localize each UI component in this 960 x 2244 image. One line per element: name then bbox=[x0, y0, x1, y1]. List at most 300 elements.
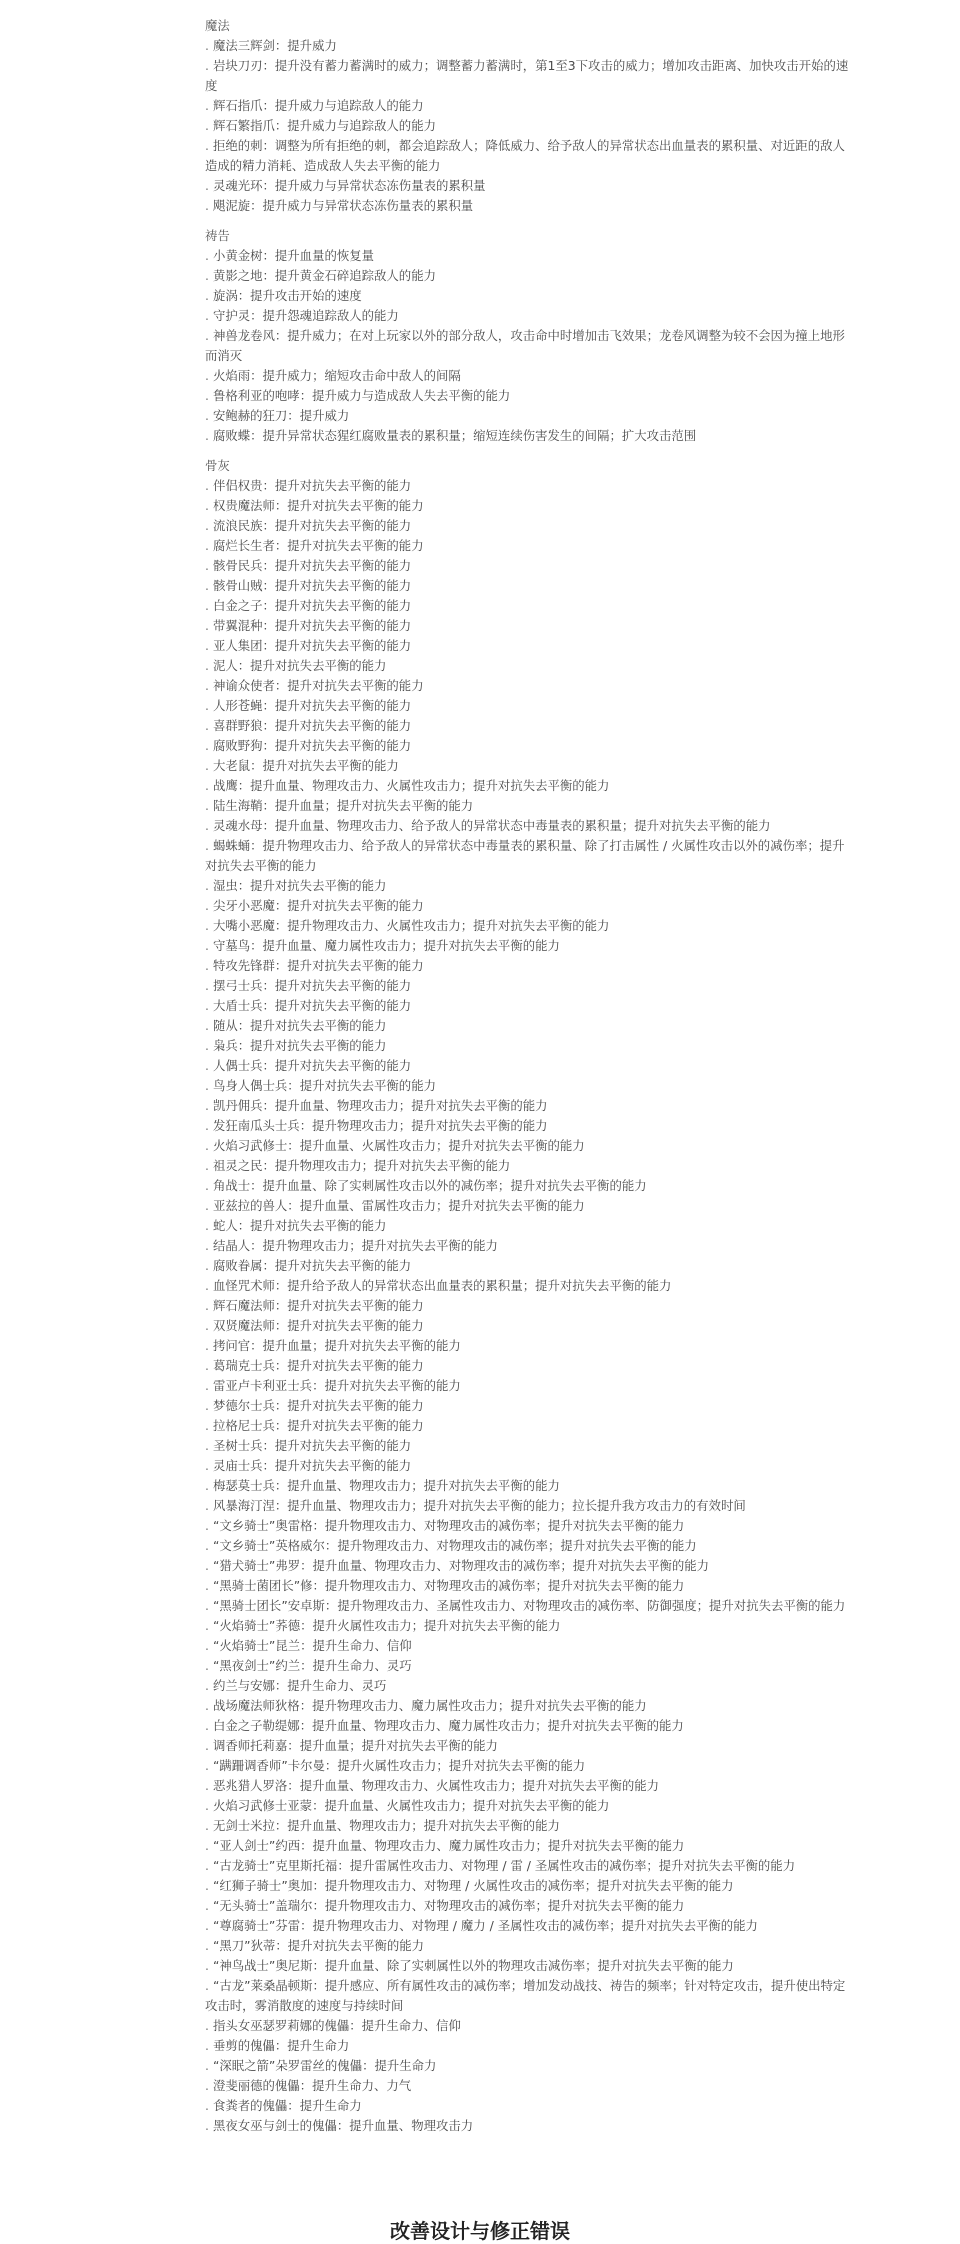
item-description: 提升血量、物理攻击力、给予敌人的异常状态中毒量表的累积量；提升对抗失去平衡的能力 bbox=[274, 818, 771, 833]
item-description: 提升威力与异常状态冻伤量表的累积量 bbox=[262, 198, 474, 213]
item-name: 人形苍蝇 bbox=[212, 698, 263, 713]
item-name: 鸟身人偶士兵 bbox=[212, 1078, 288, 1093]
item-name: 神兽龙卷风 bbox=[212, 328, 275, 343]
list-item bbox=[205, 1736, 855, 1756]
item-name: 神谕众使者 bbox=[212, 678, 275, 693]
item-name: 魔法三辉剑 bbox=[212, 38, 275, 53]
list-item bbox=[205, 1696, 855, 1716]
item-description: 提升物理攻击力、对物理攻击的减伤率；提升对抗失去平衡的能力 bbox=[337, 1538, 697, 1553]
separator: ： bbox=[250, 938, 263, 953]
bullet-icon: . bbox=[205, 1598, 209, 1613]
bullet-icon: . bbox=[205, 1898, 209, 1913]
item-name: 约兰与安娜 bbox=[212, 1678, 275, 1693]
item-name: 白金之子勒缇娜 bbox=[212, 1718, 300, 1733]
separator: ： bbox=[274, 2038, 288, 2053]
list-item bbox=[205, 1396, 855, 1416]
item-description: 提升血量、雷属性攻击力；提升对抗失去平衡的能力 bbox=[299, 1198, 585, 1213]
item-name: 骸骨山贼 bbox=[212, 578, 263, 593]
list-item bbox=[205, 286, 855, 306]
separator: ： bbox=[262, 268, 275, 283]
bullet-icon: . bbox=[205, 1358, 209, 1373]
separator: ： bbox=[262, 598, 275, 613]
item-description: 提升物理攻击力；提升对抗失去平衡的能力 bbox=[312, 1118, 548, 1133]
bullet-icon: . bbox=[205, 618, 209, 633]
list-item bbox=[205, 2036, 855, 2056]
bullet-icon: . bbox=[205, 1098, 209, 1113]
bullet-icon: . bbox=[205, 778, 209, 793]
list-item bbox=[205, 1196, 855, 1216]
separator: ： bbox=[349, 2018, 362, 2033]
item-name: 梅瑟莫士兵 bbox=[212, 1478, 275, 1493]
item-name: 凯丹佣兵 bbox=[212, 1098, 263, 1113]
bullet-icon: . bbox=[205, 1058, 209, 1073]
separator: ： bbox=[287, 2098, 300, 2113]
item-name: “深眠之箭”朵罗雷丝的傀儡 bbox=[212, 2058, 363, 2073]
separator: ： bbox=[237, 1038, 251, 1053]
separator: ： bbox=[274, 678, 288, 693]
item-name: 守护灵 bbox=[212, 308, 251, 323]
item-name: 流浪民族 bbox=[212, 518, 263, 533]
item-description: 提升对抗失去平衡的能力 bbox=[274, 698, 412, 713]
list-item bbox=[205, 36, 855, 56]
item-description: 提升对抗失去平衡的能力 bbox=[287, 1358, 424, 1373]
list-item bbox=[205, 2096, 855, 2116]
list-item bbox=[205, 1516, 855, 1536]
separator: ： bbox=[299, 388, 313, 403]
separator: ： bbox=[262, 798, 275, 813]
list-item bbox=[205, 1256, 855, 1276]
bullet-icon: . bbox=[205, 738, 209, 753]
list-item bbox=[205, 1896, 855, 1916]
separator: ： bbox=[237, 1218, 251, 1233]
list-item bbox=[205, 996, 855, 1016]
item-name: 黄影之地 bbox=[212, 268, 263, 283]
bullet-icon: . bbox=[205, 1578, 209, 1593]
bullet-icon: . bbox=[205, 498, 209, 513]
item-name: 火焰习武修士亚蒙 bbox=[212, 1798, 313, 1813]
list-item bbox=[205, 326, 855, 366]
bullet-icon: . bbox=[205, 1158, 209, 1173]
bullet-icon: . bbox=[205, 518, 209, 533]
separator: ： bbox=[362, 2058, 375, 2073]
item-description: 提升对抗失去平衡的能力 bbox=[250, 1018, 387, 1033]
item-description: 提升对抗失去平衡的能力 bbox=[274, 578, 412, 593]
item-name: “火焰骑士”昆兰 bbox=[212, 1638, 301, 1653]
item-description: 提升异常状态猩红腐败量表的累积量；缩短连续伤害发生的间隔；扩大攻击范围 bbox=[262, 428, 697, 443]
bullet-icon: . bbox=[205, 1538, 209, 1553]
bullet-icon: . bbox=[205, 1878, 209, 1893]
bullet-icon: . bbox=[205, 2058, 209, 2073]
item-name: 圣树士兵 bbox=[212, 1438, 263, 1453]
bullet-icon: . bbox=[205, 1258, 209, 1273]
bullet-icon: . bbox=[205, 1798, 209, 1813]
item-name: 辉石繁指爪 bbox=[212, 118, 275, 133]
item-description: 提升火属性攻击力；提升对抗失去平衡的能力 bbox=[312, 1618, 561, 1633]
list-item bbox=[205, 1976, 855, 2016]
bullet-icon: . bbox=[205, 2018, 209, 2033]
separator: ： bbox=[250, 838, 263, 853]
list-item bbox=[205, 1616, 855, 1636]
list-item bbox=[205, 1416, 855, 1436]
list-item bbox=[205, 476, 855, 496]
bullet-icon: . bbox=[205, 1378, 209, 1393]
bullet-icon: . bbox=[205, 1478, 209, 1493]
separator: ： bbox=[312, 1378, 325, 1393]
list-item bbox=[205, 2016, 855, 2036]
item-name: 白金之子 bbox=[212, 598, 263, 613]
bullet-icon: . bbox=[205, 428, 209, 443]
item-description: 提升对抗失去平衡的能力 bbox=[262, 758, 399, 773]
item-description: 提升生命力、信仰 bbox=[361, 2018, 461, 2033]
item-name: “亚人剑士”约西 bbox=[212, 1838, 301, 1853]
list-item bbox=[205, 1856, 855, 1876]
list-item bbox=[205, 976, 855, 996]
list-item bbox=[205, 1436, 855, 1456]
item-description: 提升对抗失去平衡的能力 bbox=[274, 998, 412, 1013]
list-item bbox=[205, 576, 855, 596]
item-description: 提升黄金石碎追踪敌人的能力 bbox=[274, 268, 436, 283]
list-item bbox=[205, 1356, 855, 1376]
item-name: “猎犬骑士”弗罗 bbox=[212, 1558, 301, 1573]
separator: ： bbox=[287, 1778, 300, 1793]
item-name: 拒绝的刺 bbox=[212, 138, 263, 153]
bullet-icon: . bbox=[205, 578, 209, 593]
separator: ： bbox=[250, 368, 263, 383]
separator: ： bbox=[250, 1238, 263, 1253]
item-name: 恶兆猎人罗洛 bbox=[212, 1778, 288, 1793]
item-description: 提升对抗失去平衡的能力 bbox=[274, 518, 412, 533]
list-item bbox=[205, 426, 855, 446]
list-item bbox=[205, 1376, 855, 1396]
item-name: 火焰雨 bbox=[212, 368, 251, 383]
bullet-icon: . bbox=[205, 718, 209, 733]
item-description: 提升血量、火属性攻击力；提升对抗失去平衡的能力 bbox=[299, 1138, 585, 1153]
separator: ： bbox=[299, 1718, 313, 1733]
item-description: 提升对抗失去平衡的能力 bbox=[274, 1058, 412, 1073]
separator: ： bbox=[250, 308, 263, 323]
list-item bbox=[205, 656, 855, 676]
item-description: 提升血量、物理攻击力；提升对抗失去平衡的能力 bbox=[274, 1098, 548, 1113]
bullet-icon: . bbox=[205, 1018, 209, 1033]
item-name: “黑刀”狄蒂 bbox=[212, 1938, 276, 1953]
item-description: 提升对抗失去平衡的能力 bbox=[250, 1218, 387, 1233]
item-description: 提升对抗失去平衡的能力 bbox=[274, 598, 412, 613]
item-description: 提升对抗失去平衡的能力 bbox=[274, 1258, 412, 1273]
separator: ： bbox=[274, 1298, 288, 1313]
section-0 bbox=[205, 16, 855, 216]
separator: ： bbox=[300, 1618, 313, 1633]
list-item bbox=[205, 2076, 855, 2096]
bullet-icon: . bbox=[205, 408, 209, 423]
bullet-icon: . bbox=[205, 2038, 209, 2053]
list-item bbox=[205, 246, 855, 266]
item-name: 调香师托莉嘉 bbox=[212, 1738, 288, 1753]
item-description: 提升血量、物理攻击力、火属性攻击力；提升对抗失去平衡的能力 bbox=[250, 778, 610, 793]
item-name: “火焰骑士”荞德 bbox=[212, 1618, 301, 1633]
separator: ： bbox=[312, 1958, 325, 1973]
item-description: 提升物理攻击力、圣属性攻击力、对物理攻击的减伤率、防御强度；提升对抗失去平衡的能力 bbox=[337, 1598, 846, 1613]
article-content bbox=[205, 10, 855, 2146]
list-item bbox=[205, 1136, 855, 1156]
bullet-icon: . bbox=[205, 918, 209, 933]
item-name: 灵魂光环 bbox=[212, 178, 263, 193]
item-name: 灵庙士兵 bbox=[212, 1458, 263, 1473]
list-item bbox=[205, 696, 855, 716]
item-name: “黑骑士团长”安卓斯 bbox=[212, 1598, 325, 1613]
item-name: 战鹰 bbox=[212, 778, 238, 793]
bullet-icon: . bbox=[205, 1958, 209, 1973]
separator: ： bbox=[262, 738, 275, 753]
item-description: 提升生命力 bbox=[299, 2098, 362, 2113]
separator: ： bbox=[312, 1518, 325, 1533]
item-description: 提升对抗失去平衡的能力 bbox=[324, 1378, 461, 1393]
list-item bbox=[205, 936, 855, 956]
item-name: 血怪咒术师 bbox=[212, 1278, 275, 1293]
item-description: 提升血量、物理攻击力、火属性攻击力；提升对抗失去平衡的能力 bbox=[299, 1778, 660, 1793]
bullet-icon: . bbox=[205, 248, 209, 263]
separator: ： bbox=[312, 1578, 325, 1593]
item-description: 提升对抗失去平衡的能力 bbox=[287, 1938, 425, 1953]
item-name: 辉石指爪 bbox=[212, 98, 263, 113]
item-description: 提升对抗失去平衡的能力 bbox=[287, 678, 424, 693]
bullet-icon: . bbox=[205, 1978, 209, 1993]
item-description: 提升对抗失去平衡的能力 bbox=[287, 538, 424, 553]
bullet-icon: . bbox=[205, 1198, 209, 1213]
bullet-icon: . bbox=[205, 1918, 209, 1933]
list-item bbox=[205, 1236, 855, 1256]
item-name: 雷亚卢卡利亚士兵 bbox=[212, 1378, 313, 1393]
section-title: 魔法 bbox=[205, 18, 230, 33]
item-name: 权贵魔法师 bbox=[212, 498, 275, 513]
item-name: “黑骑士菌团长”修 bbox=[212, 1578, 313, 1593]
item-name: 葛瑞克士兵 bbox=[212, 1358, 275, 1373]
item-name: 垂剪的傀儡 bbox=[212, 2038, 275, 2053]
separator: ： bbox=[274, 898, 288, 913]
item-description: 提升没有蓄力蓄满时的威力；调整蓄力蓄满时，第1至3下攻击的威力；增加攻击距离、加快攻击开始的速度 bbox=[205, 58, 849, 93]
bullet-icon: . bbox=[205, 798, 209, 813]
list-item bbox=[205, 816, 855, 836]
item-description: 提升威力；在对上玩家以外的部分敌人，攻击命中时增加击飞效果；龙卷风调整为较不会因为撞上地形而消灭 bbox=[205, 328, 845, 363]
separator: ： bbox=[324, 1538, 338, 1553]
separator: ： bbox=[274, 498, 288, 513]
list-item bbox=[205, 2116, 855, 2136]
list-item bbox=[205, 196, 855, 216]
item-description: 提升对抗失去平衡的能力 bbox=[274, 718, 412, 733]
item-name: “文乡骑士”奥雷格 bbox=[212, 1518, 313, 1533]
separator: ： bbox=[262, 1458, 275, 1473]
item-description: 提升生命力、灵巧 bbox=[312, 1658, 412, 1673]
item-description: 提升怨魂追踪敌人的能力 bbox=[262, 308, 399, 323]
item-name: “神鸟战士”奥尼斯 bbox=[212, 1958, 313, 1973]
item-name: “红狮子骑士”奥加 bbox=[212, 1878, 313, 1893]
list-item bbox=[205, 1096, 855, 1116]
separator: ： bbox=[274, 328, 288, 343]
list-item bbox=[205, 176, 855, 196]
list-item bbox=[205, 56, 855, 96]
list-item bbox=[205, 596, 855, 616]
item-description: 提升物理攻击力；提升对抗失去平衡的能力 bbox=[274, 1158, 511, 1173]
item-name: 蛇人 bbox=[212, 1218, 238, 1233]
bullet-icon: . bbox=[205, 1858, 209, 1873]
separator: ： bbox=[299, 1698, 313, 1713]
bullet-icon: . bbox=[205, 1278, 209, 1293]
item-description: 提升血量；提升对抗失去平衡的能力 bbox=[262, 1338, 461, 1353]
bullet-icon: . bbox=[205, 758, 209, 773]
separator: ： bbox=[312, 1798, 325, 1813]
section-heading-bottom: 改善设计与修正错误 bbox=[390, 2219, 570, 2243]
item-name: 大嘴小恶魔 bbox=[212, 918, 275, 933]
bullet-icon: . bbox=[205, 1418, 209, 1433]
separator: ： bbox=[300, 1658, 313, 1673]
item-description: 提升威力；缩短攻击命中敌人的间隔 bbox=[262, 368, 461, 383]
separator: ： bbox=[237, 288, 251, 303]
bullet-icon: . bbox=[205, 2098, 209, 2113]
bullet-icon: . bbox=[205, 1238, 209, 1253]
separator: ： bbox=[237, 778, 251, 793]
list-item bbox=[205, 1956, 855, 1976]
list-item bbox=[205, 1596, 855, 1616]
bullet-icon: . bbox=[205, 1558, 209, 1573]
list-item bbox=[205, 1796, 855, 1816]
item-name: 喜群野狼 bbox=[212, 718, 263, 733]
bullet-icon: . bbox=[205, 1758, 209, 1773]
item-description: 提升血量、物理攻击力；提升对抗失去平衡的能力 bbox=[287, 1818, 560, 1833]
bullet-icon: . bbox=[205, 1698, 209, 1713]
bullet-icon: . bbox=[205, 678, 209, 693]
separator: ： bbox=[262, 698, 275, 713]
item-description: 提升对抗失去平衡的能力 bbox=[287, 898, 424, 913]
list-item bbox=[205, 1036, 855, 1056]
separator: ： bbox=[312, 1878, 325, 1893]
bullet-icon: . bbox=[205, 1718, 209, 1733]
item-name: 澄斐丽德的傀儡 bbox=[212, 2078, 300, 2093]
separator: ： bbox=[287, 1198, 300, 1213]
separator: ： bbox=[274, 1478, 288, 1493]
item-name: 腐烂长生者 bbox=[212, 538, 275, 553]
list-item bbox=[205, 1656, 855, 1676]
item-description: 提升威力 bbox=[287, 38, 337, 53]
item-name: 指头女巫瑟罗莉娜的傀儡 bbox=[212, 2018, 350, 2033]
separator: ： bbox=[299, 1118, 313, 1133]
item-name: 腐败野狗 bbox=[212, 738, 263, 753]
list-item bbox=[205, 536, 855, 556]
list-item bbox=[205, 1636, 855, 1656]
bullet-icon: . bbox=[205, 938, 209, 953]
item-description: 提升对抗失去平衡的能力 bbox=[274, 1438, 412, 1453]
item-name: 安鲍赫的狂刀 bbox=[212, 408, 288, 423]
bullet-icon: . bbox=[205, 368, 209, 383]
item-description: 提升雷属性攻击力、对物理 / 雷 / 圣属性攻击的减伤率；提升对抗失去平衡的能力 bbox=[349, 1858, 796, 1873]
list-item bbox=[205, 1116, 855, 1136]
item-description: 提升对抗失去平衡的能力 bbox=[274, 978, 412, 993]
bullet-icon: . bbox=[205, 268, 209, 283]
bullet-icon: . bbox=[205, 178, 209, 193]
list-item bbox=[205, 116, 855, 136]
section-1 bbox=[205, 226, 855, 446]
list-item bbox=[205, 1716, 855, 1736]
separator: ： bbox=[262, 638, 275, 653]
separator: ： bbox=[262, 1158, 275, 1173]
item-name: 风暴海汀涅 bbox=[212, 1498, 275, 1513]
item-name: 摆弓士兵 bbox=[212, 978, 263, 993]
list-item bbox=[205, 1276, 855, 1296]
item-name: “古龙骑士”克里斯托福 bbox=[212, 1858, 338, 1873]
bullet-icon: . bbox=[205, 478, 209, 493]
separator: ： bbox=[262, 98, 275, 113]
separator: ： bbox=[262, 138, 275, 153]
item-name: 灵魂水母 bbox=[212, 818, 263, 833]
bullet-icon: . bbox=[205, 388, 209, 403]
list-item bbox=[205, 1316, 855, 1336]
bullet-icon: . bbox=[205, 2118, 209, 2133]
bullet-icon: . bbox=[205, 1438, 209, 1453]
separator: ： bbox=[300, 1558, 313, 1573]
item-name: 带翼混种 bbox=[212, 618, 263, 633]
separator: ： bbox=[287, 408, 300, 423]
item-description: 提升血量、物理攻击力；提升对抗失去平衡的能力；拉长提升我方攻击力的有效时间 bbox=[287, 1498, 746, 1513]
bullet-icon: . bbox=[205, 998, 209, 1013]
item-name: 发狂南瓜头士兵 bbox=[212, 1118, 300, 1133]
separator: ： bbox=[262, 618, 275, 633]
bullet-icon: . bbox=[205, 978, 209, 993]
bullet-icon: . bbox=[205, 1818, 209, 1833]
item-name: 飓泥旋 bbox=[212, 198, 251, 213]
list-item bbox=[205, 1456, 855, 1476]
list-item bbox=[205, 366, 855, 386]
item-name: 鲁格利亚的咆哮 bbox=[212, 388, 300, 403]
bullet-icon: . bbox=[205, 1078, 209, 1093]
bullet-icon: . bbox=[205, 638, 209, 653]
separator: ： bbox=[262, 178, 275, 193]
bullet-icon: . bbox=[205, 1518, 209, 1533]
item-description: 提升对抗失去平衡的能力 bbox=[274, 1458, 412, 1473]
separator: ： bbox=[300, 1918, 313, 1933]
bullet-icon: . bbox=[205, 1178, 209, 1193]
item-name: 特攻先锋群 bbox=[212, 958, 275, 973]
list-item bbox=[205, 736, 855, 756]
list-item bbox=[205, 636, 855, 656]
item-name: “文乡骑士”英格威尔 bbox=[212, 1538, 325, 1553]
item-description: 提升对抗失去平衡的能力 bbox=[287, 1398, 424, 1413]
bullet-icon: . bbox=[205, 1398, 209, 1413]
list-item bbox=[205, 676, 855, 696]
bullet-icon: . bbox=[205, 1298, 209, 1313]
list-item bbox=[205, 136, 855, 176]
item-name: “尊腐骑士”芬雷 bbox=[212, 1918, 301, 1933]
item-name: 角战士 bbox=[212, 1178, 251, 1193]
separator: ： bbox=[275, 1938, 288, 1953]
item-name: 岩块刀刃 bbox=[212, 58, 263, 73]
bullet-icon: . bbox=[205, 1618, 209, 1633]
item-description: 提升火属性攻击力；提升对抗失去平衡的能力 bbox=[337, 1758, 586, 1773]
item-name: 蝎蛛蛹 bbox=[212, 838, 251, 853]
item-description: 提升对抗失去平衡的能力 bbox=[274, 478, 412, 493]
list-item bbox=[205, 1836, 855, 1856]
list-item bbox=[205, 1056, 855, 1076]
bullet-icon: . bbox=[205, 1838, 209, 1853]
bullet-icon: . bbox=[205, 98, 209, 113]
list-item bbox=[205, 266, 855, 286]
separator: ： bbox=[312, 1978, 325, 1993]
item-description: 提升威力与追踪敌人的能力 bbox=[274, 98, 424, 113]
item-name: 大盾士兵 bbox=[212, 998, 263, 1013]
list-item bbox=[205, 1556, 855, 1576]
list-item bbox=[205, 1016, 855, 1036]
item-description: 提升血量、除了实刺属性以外的物理攻击减伤率；提升对抗失去平衡的能力 bbox=[324, 1958, 734, 1973]
item-description: 提升血量、物理攻击力；提升对抗失去平衡的能力 bbox=[287, 1478, 560, 1493]
bullet-icon: . bbox=[205, 1738, 209, 1753]
bullet-icon: . bbox=[205, 878, 209, 893]
